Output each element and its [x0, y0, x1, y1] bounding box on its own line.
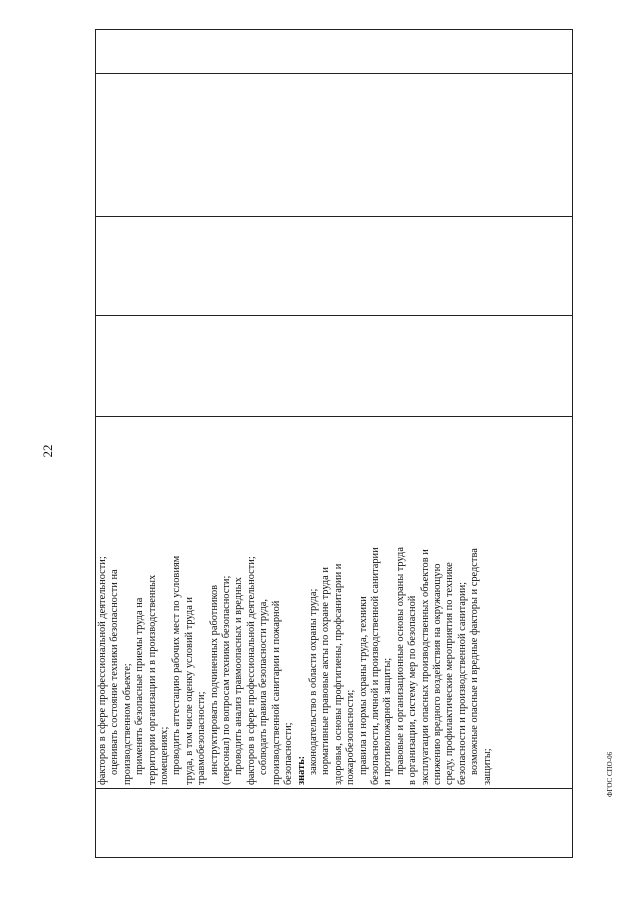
requirement-line: знать:	[295, 755, 307, 785]
requirement-line: производственной санитарии и пожарной	[270, 600, 282, 785]
requirement-line: проводить анализ травмоопасных и вредных	[233, 577, 245, 775]
table-cell-hours-class	[96, 217, 573, 316]
table-cell-requirements	[96, 417, 573, 789]
requirement-line: соблюдать правила безопасности труда,	[258, 599, 270, 775]
requirement-line: безопасности, личной и производственной санитарии	[369, 547, 381, 785]
requirement-line: проводить аттестацию рабочих мест по условиям	[171, 555, 183, 775]
requirement-line: и противопожарной защиты;	[382, 657, 394, 785]
requirement-line: безопасности;	[283, 722, 295, 785]
requirement-line: травмобезопасности;	[196, 691, 208, 785]
footer-code: ФГОС СПО-06	[606, 751, 614, 797]
requirement-line: правила и нормы охраны труда, техники	[357, 596, 369, 775]
requirement-line: оценивать состояние техники безопасности на	[109, 569, 121, 775]
requirement-line: безопасности и производственной санитарии;	[456, 581, 468, 785]
requirement-line: производственном объекте;	[121, 663, 133, 785]
requirement-line: возможные опасные и вредные факторы и средства	[469, 548, 481, 775]
curriculum-table	[95, 29, 573, 858]
page-number: 22	[40, 444, 55, 458]
requirement-line: правовые и организационные основы охраны труда	[394, 547, 406, 775]
requirement-line: защиты;	[481, 748, 493, 785]
requirement-line: (персонал) по вопросам техники безопасности;	[221, 575, 233, 785]
requirement-line: помещениях;	[159, 726, 171, 785]
requirement-line: нормативные правовые акты по охране труда и	[320, 567, 332, 775]
requirement-line: среду, профилактические мероприятия по технике	[444, 562, 456, 785]
table-cell-index	[96, 789, 573, 858]
rotated-page-content	[95, 30, 573, 858]
requirement-line: применять безопасные приемы труда на	[134, 597, 146, 775]
requirements-text	[96, 417, 494, 788]
requirement-line: инструктировать подчиненных работников	[208, 584, 220, 775]
requirement-line: факторов в сфере профессиональной деятельности;	[245, 556, 257, 785]
requirement-line: здоровья, основы профгигиены, профсанитарии и	[332, 563, 344, 785]
table-cell-competence	[96, 30, 573, 74]
table-cell-hours-max	[96, 316, 573, 417]
requirement-line: законодательство в области охраны труда;	[307, 588, 319, 775]
requirement-line: факторов в сфере профессиональной деятельности;	[97, 556, 108, 785]
table-row	[96, 30, 573, 858]
requirement-line: в организации, систему мер по безопасной	[407, 595, 419, 785]
table-cell-discipline	[96, 74, 573, 217]
requirement-line: территории организации и в производственных	[146, 574, 158, 785]
requirement-line: снижению вредного воздействия на окружающую	[431, 563, 443, 785]
requirement-line: труда, в том числе оценку условий труда и	[183, 597, 195, 785]
requirement-line: пожаробезопасности;	[345, 689, 357, 785]
requirement-line: эксплуатации опасных производственных объектов и	[419, 549, 431, 785]
